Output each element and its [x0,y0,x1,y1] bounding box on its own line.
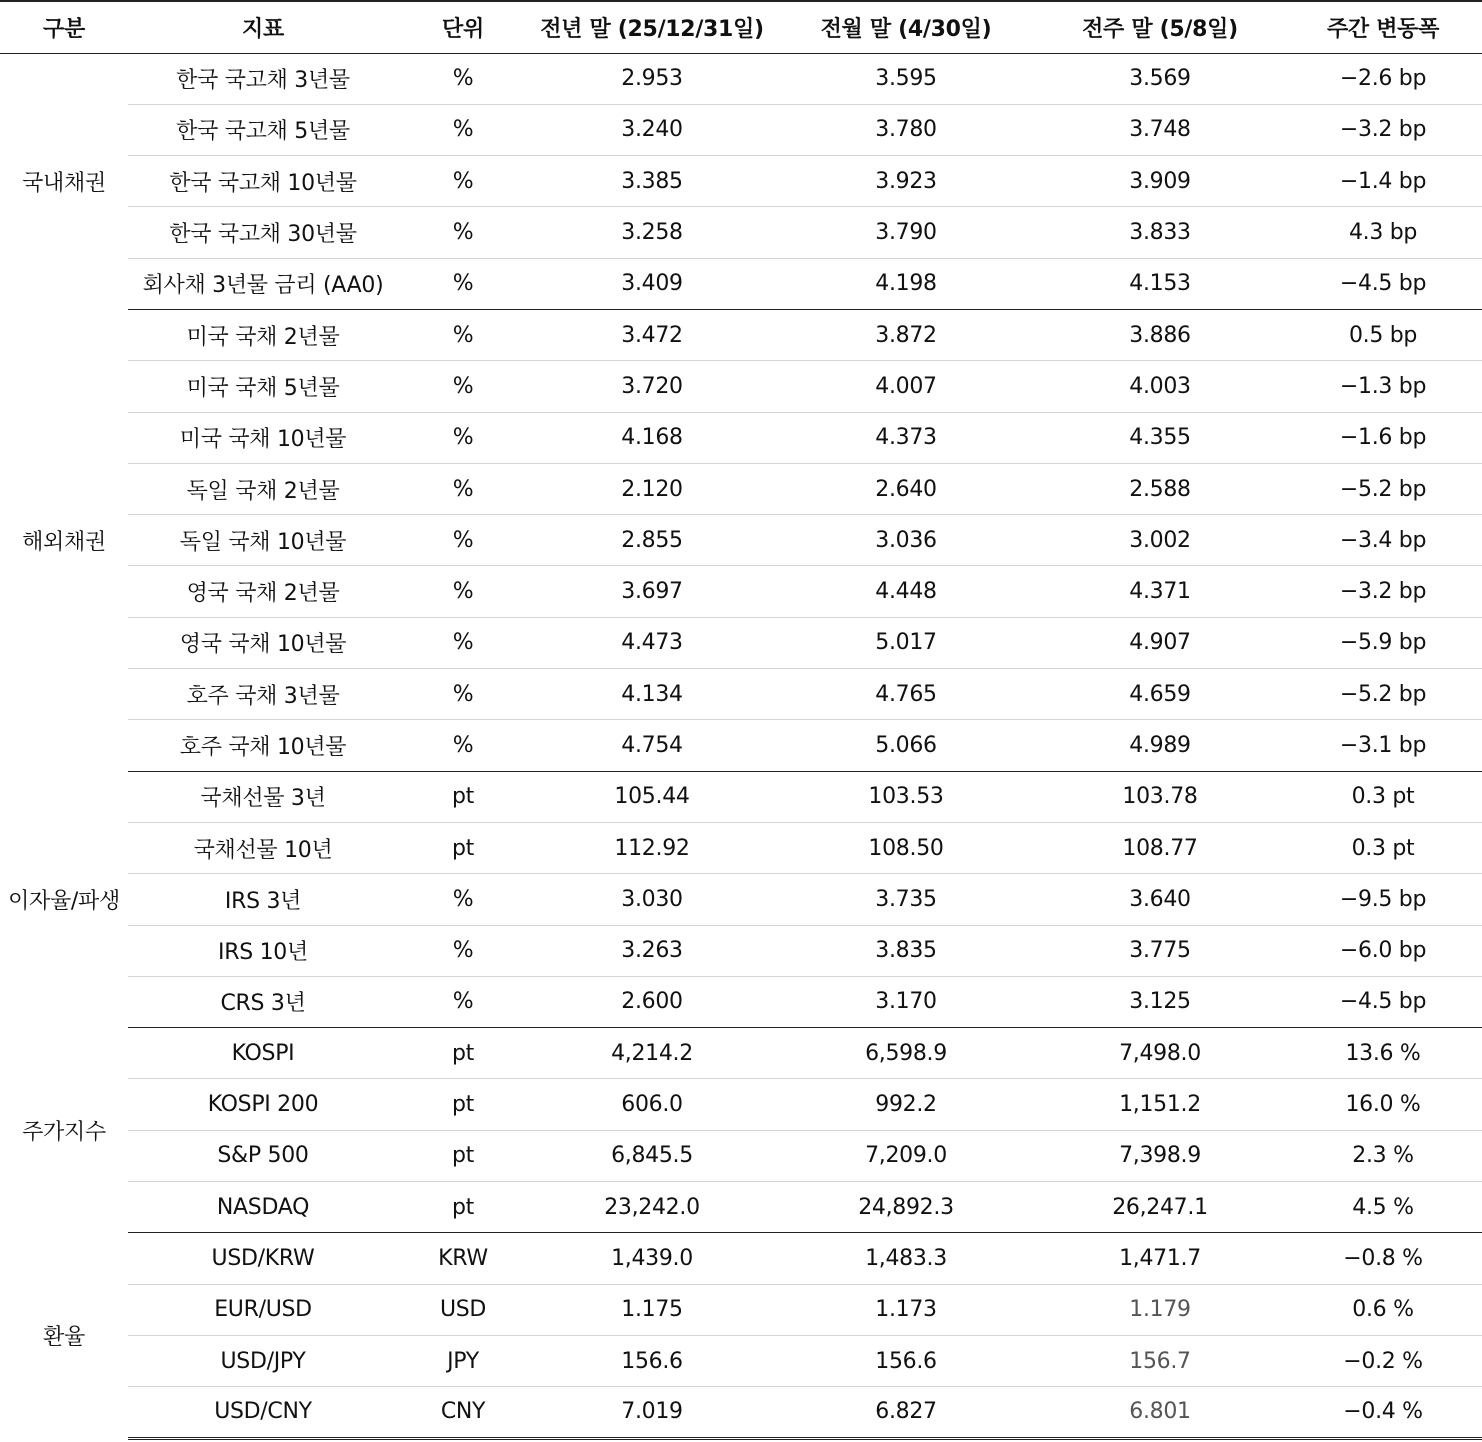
table-row [0,258,1482,309]
weekly-change: −3.1 bp [1284,720,1482,771]
prev-week-end-value: 4.659 [1036,669,1284,720]
prev-year-end-value: 3.385 [528,156,776,207]
weekly-change: −6.0 bp [1284,925,1482,976]
unit: % [398,515,528,566]
prev-week-end-value: 26,247.1 [1036,1182,1284,1233]
prev-year-end-value: 105.44 [528,771,776,822]
prev-month-end-value: 108.50 [776,822,1036,873]
weekly-change: −0.8 % [1284,1233,1482,1284]
weekly-change: 0.3 pt [1284,822,1482,873]
table-body [0,53,1482,1438]
table-row [0,874,1482,925]
indicator-name: S&P 500 [128,1130,398,1181]
prev-month-end-value: 2.640 [776,463,1036,514]
indicator-name: 영국 국채 2년물 [128,566,398,617]
indicator-name: NASDAQ [128,1182,398,1233]
prev-year-end-value: 4.473 [528,617,776,668]
weekly-change: −1.6 bp [1284,412,1482,463]
prev-year-end-value: 23,242.0 [528,1182,776,1233]
unit: % [398,720,528,771]
category-label: 주가지수 [22,1119,106,1145]
category-label: 해외채권 [22,529,106,555]
table-row [0,1233,1482,1284]
weekly-change: −5.2 bp [1284,463,1482,514]
weekly-change: 2.3 % [1284,1130,1482,1181]
prev-year-end-value: 3.263 [528,925,776,976]
indicator-name: 한국 국고채 5년물 [128,104,398,155]
table-row [0,207,1482,258]
prev-year-end-value: 606.0 [528,1079,776,1130]
prev-year-end-value: 1,439.0 [528,1233,776,1284]
unit: KRW [398,1233,528,1284]
prev-month-end-value: 3.790 [776,207,1036,258]
indicator-name: USD/KRW [128,1233,398,1284]
unit: % [398,412,528,463]
weekly-change: −1.3 bp [1284,361,1482,412]
indicator-name: 호주 국채 10년물 [128,720,398,771]
indicator-name: 한국 국고채 3년물 [128,53,398,104]
prev-year-end-value: 3.258 [528,207,776,258]
prev-year-end-value: 156.6 [528,1335,776,1386]
unit: % [398,361,528,412]
weekly-change: 13.6 % [1284,1028,1482,1079]
weekly-change: 16.0 % [1284,1079,1482,1130]
indicator-name: 한국 국고채 30년물 [128,207,398,258]
prev-week-end-value: 4.907 [1036,617,1284,668]
indicator-name: USD/CNY [128,1387,398,1438]
weekly-change: −4.5 bp [1284,976,1482,1027]
weekly-change: −3.2 bp [1284,566,1482,617]
prev-month-end-value: 5.066 [776,720,1036,771]
prev-month-end-value: 6,598.9 [776,1028,1036,1079]
category-label: 이자율/파생 [8,888,120,914]
table-row [0,976,1482,1027]
prev-week-end-value: 103.78 [1036,771,1284,822]
unit: pt [398,1130,528,1181]
unit: % [398,976,528,1027]
weekly-change: 0.5 bp [1284,309,1482,360]
weekly-change: −2.6 bp [1284,53,1482,104]
header-category: 구분 [0,1,128,53]
prev-year-end-value: 3.472 [528,309,776,360]
indicator-name: 한국 국고채 10년물 [128,156,398,207]
table-row [0,1130,1482,1181]
prev-month-end-value: 6.827 [776,1387,1036,1438]
unit: USD [398,1284,528,1335]
prev-month-end-value: 4.448 [776,566,1036,617]
table-row [0,515,1482,566]
unit: % [398,874,528,925]
prev-month-end-value: 156.6 [776,1335,1036,1386]
prev-week-end-value: 3.002 [1036,515,1284,566]
table-row [0,771,1482,822]
weekly-change: −5.2 bp [1284,669,1482,720]
table-row [0,617,1482,668]
table-row [0,53,1482,104]
indicator-name: EUR/USD [128,1284,398,1335]
prev-year-end-value: 7.019 [528,1387,776,1438]
prev-month-end-value: 3.735 [776,874,1036,925]
prev-month-end-value: 3.835 [776,925,1036,976]
prev-year-end-value: 1.175 [528,1284,776,1335]
prev-month-end-value: 1.173 [776,1284,1036,1335]
weekly-change: 0.6 % [1284,1284,1482,1335]
prev-week-end-value: 7,398.9 [1036,1130,1284,1181]
unit: % [398,207,528,258]
indicator-name: IRS 3년 [128,874,398,925]
prev-year-end-value: 4.168 [528,412,776,463]
weekly-change: −4.5 bp [1284,258,1482,309]
prev-week-end-value: 3.748 [1036,104,1284,155]
prev-month-end-value: 3.780 [776,104,1036,155]
prev-year-end-value: 3.697 [528,566,776,617]
prev-year-end-value: 6,845.5 [528,1130,776,1181]
indicator-name: 독일 국채 2년물 [128,463,398,514]
weekly-change: −0.4 % [1284,1387,1482,1438]
prev-week-end-value: 4.989 [1036,720,1284,771]
indicator-name: 국채선물 10년 [128,822,398,873]
indicator-name: KOSPI [128,1028,398,1079]
table-row [0,720,1482,771]
unit: % [398,156,528,207]
table-row [0,156,1482,207]
table-row [0,412,1482,463]
header-unit: 단위 [398,1,528,53]
prev-week-end-value: 4.003 [1036,361,1284,412]
prev-month-end-value: 24,892.3 [776,1182,1036,1233]
indicator-name: 호주 국채 3년물 [128,669,398,720]
table-row [0,361,1482,412]
table-row [0,1079,1482,1130]
prev-year-end-value: 2.953 [528,53,776,104]
unit: % [398,463,528,514]
category-label: 국내채권 [22,170,106,196]
indicator-name: USD/JPY [128,1335,398,1386]
table-row [0,925,1482,976]
header-indicator: 지표 [128,1,398,53]
prev-month-end-value: 3.923 [776,156,1036,207]
unit: % [398,104,528,155]
prev-month-end-value: 992.2 [776,1079,1036,1130]
weekly-change: −3.4 bp [1284,515,1482,566]
indicator-name: KOSPI 200 [128,1079,398,1130]
prev-week-end-value: 3.886 [1036,309,1284,360]
table-row [0,1028,1482,1079]
header-prev-week-end: 전주 말 (5/8일) [1036,1,1284,53]
prev-year-end-value: 2.120 [528,463,776,514]
category-label: 환율 [43,1324,85,1350]
weekly-change: −9.5 bp [1284,874,1482,925]
table-row [0,309,1482,360]
header-prev-month-end: 전월 말 (4/30일) [776,1,1036,53]
unit: pt [398,1182,528,1233]
prev-month-end-value: 4.198 [776,258,1036,309]
prev-month-end-value: 1,483.3 [776,1233,1036,1284]
indicator-name: 독일 국채 10년물 [128,515,398,566]
prev-week-end-value: 3.775 [1036,925,1284,976]
unit: pt [398,1079,528,1130]
header-prev-year-end: 전년 말 (25/12/31일) [528,1,776,53]
weekly-change: 0.3 pt [1284,771,1482,822]
prev-week-end-value: 156.7 [1036,1335,1284,1386]
prev-year-end-value: 4.754 [528,720,776,771]
prev-year-end-value: 3.030 [528,874,776,925]
table-row [0,104,1482,155]
prev-week-end-value: 3.833 [1036,207,1284,258]
unit: % [398,53,528,104]
prev-month-end-value: 4.373 [776,412,1036,463]
prev-month-end-value: 3.872 [776,309,1036,360]
prev-year-end-value: 2.855 [528,515,776,566]
prev-week-end-value: 3.125 [1036,976,1284,1027]
prev-week-end-value: 6.801 [1036,1387,1284,1438]
prev-year-end-value: 2.600 [528,976,776,1027]
prev-month-end-value: 3.170 [776,976,1036,1027]
prev-week-end-value: 3.909 [1036,156,1284,207]
header-weekly-change: 주간 변동폭 [1284,1,1482,53]
prev-month-end-value: 5.017 [776,617,1036,668]
weekly-change: 4.3 bp [1284,207,1482,258]
indicator-name: 회사채 3년물 금리 (AA0) [128,258,398,309]
unit: JPY [398,1335,528,1386]
prev-week-end-value: 4.371 [1036,566,1284,617]
unit: % [398,258,528,309]
unit: CNY [398,1387,528,1438]
table-row [0,669,1482,720]
table-row [0,1387,1482,1438]
prev-year-end-value: 3.240 [528,104,776,155]
weekly-change: 4.5 % [1284,1182,1482,1233]
prev-week-end-value: 4.153 [1036,258,1284,309]
prev-year-end-value: 4,214.2 [528,1028,776,1079]
indicator-name: 영국 국채 10년물 [128,617,398,668]
weekly-change: −0.2 % [1284,1335,1482,1386]
prev-month-end-value: 103.53 [776,771,1036,822]
prev-week-end-value: 7,498.0 [1036,1028,1284,1079]
indicator-name: 미국 국채 10년물 [128,412,398,463]
weekly-change: −5.9 bp [1284,617,1482,668]
table-row [0,1335,1482,1386]
unit: % [398,309,528,360]
unit: pt [398,1028,528,1079]
prev-week-end-value: 1.179 [1036,1284,1284,1335]
prev-year-end-value: 112.92 [528,822,776,873]
table-row [0,1284,1482,1335]
prev-week-end-value: 4.355 [1036,412,1284,463]
prev-week-end-value: 3.569 [1036,53,1284,104]
prev-year-end-value: 3.720 [528,361,776,412]
prev-week-end-value: 2.588 [1036,463,1284,514]
unit: % [398,925,528,976]
prev-month-end-value: 3.595 [776,53,1036,104]
indicator-name: 미국 국채 2년물 [128,309,398,360]
table-row [0,1182,1482,1233]
indicator-name: IRS 10년 [128,925,398,976]
unit: pt [398,822,528,873]
prev-week-end-value: 108.77 [1036,822,1284,873]
prev-year-end-value: 4.134 [528,669,776,720]
unit: % [398,669,528,720]
header-row [0,1,1482,53]
prev-month-end-value: 7,209.0 [776,1130,1036,1181]
prev-month-end-value: 4.007 [776,361,1036,412]
prev-week-end-value: 1,471.7 [1036,1233,1284,1284]
weekly-change: −1.4 bp [1284,156,1482,207]
prev-month-end-value: 3.036 [776,515,1036,566]
prev-week-end-value: 3.640 [1036,874,1284,925]
unit: % [398,566,528,617]
indicator-name: 미국 국채 5년물 [128,361,398,412]
prev-year-end-value: 3.409 [528,258,776,309]
prev-month-end-value: 4.765 [776,669,1036,720]
weekly-change: −3.2 bp [1284,104,1482,155]
indicator-name: CRS 3년 [128,976,398,1027]
table-row [0,822,1482,873]
prev-week-end-value: 1,151.2 [1036,1079,1284,1130]
indicator-name: 국채선물 3년 [128,771,398,822]
unit: % [398,617,528,668]
table-row [0,566,1482,617]
unit: pt [398,771,528,822]
table-row [0,463,1482,514]
